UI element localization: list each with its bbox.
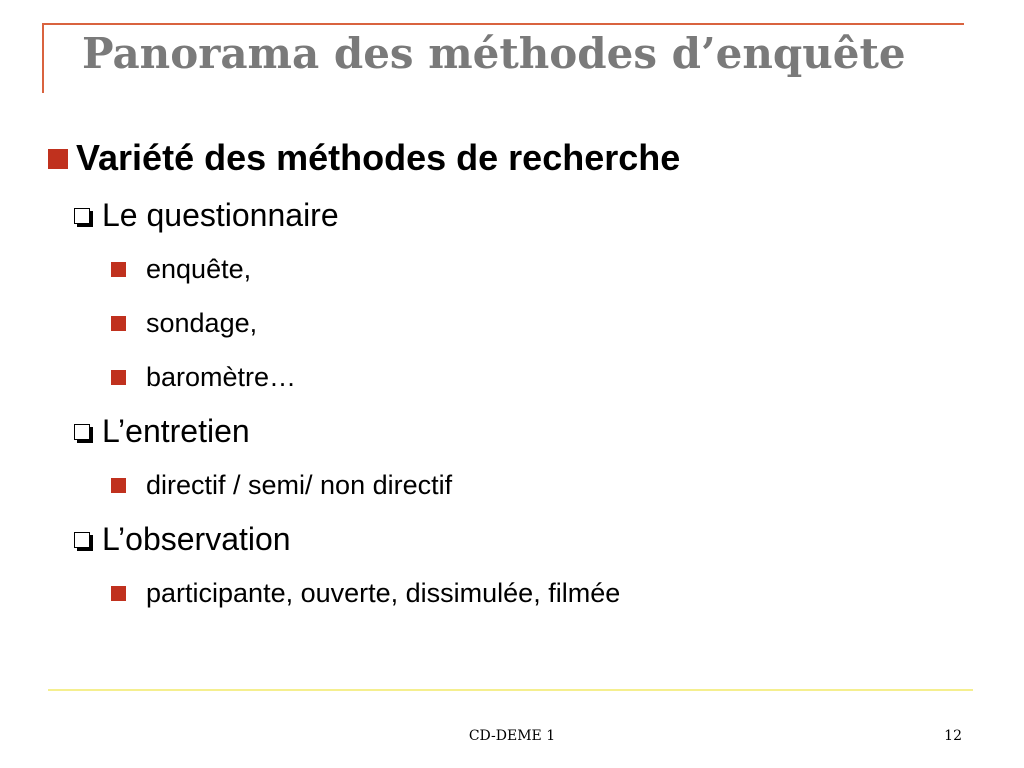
bullet-level1-text: Variété des méthodes de recherche <box>76 137 681 178</box>
bullet-level2-text: L’entretien <box>102 412 250 449</box>
page-number: 12 <box>944 728 962 744</box>
bullet-level3 <box>48 566 988 620</box>
filled-square-icon <box>111 316 126 331</box>
hollow-box-icon <box>74 424 90 440</box>
hollow-box-icon <box>74 532 90 548</box>
slide-title: Panorama des méthodes d’enquête <box>82 29 906 78</box>
title-frame-top-line <box>42 23 964 25</box>
bullet-level2-text: Le questionnaire <box>102 196 339 233</box>
filled-square-icon <box>111 370 126 385</box>
hollow-box-icon <box>74 208 90 224</box>
bullet-level2-entretien <box>48 404 988 458</box>
bullet-level3 <box>48 242 988 296</box>
footer-divider <box>48 689 973 691</box>
bullet-level1 <box>48 128 988 188</box>
filled-square-icon <box>111 586 126 601</box>
bullet-level2-observation <box>48 512 988 566</box>
bullet-level3 <box>48 296 988 350</box>
footer-label: CD-DEME 1 <box>468 728 556 744</box>
title-frame-left-line <box>42 23 44 93</box>
filled-square-icon <box>111 478 126 493</box>
bullet-level3-text: enquête, <box>146 253 252 284</box>
bullet-level3-text: participante, ouverte, dissimulée, filmée <box>146 577 621 608</box>
slide-content <box>48 128 988 620</box>
bullet-level3 <box>48 350 988 404</box>
bullet-level2-questionnaire <box>48 188 988 242</box>
bullet-level3-text: directif / semi/ non directif <box>146 469 453 500</box>
filled-square-icon <box>111 262 126 277</box>
bullet-level3-text: sondage, <box>146 307 258 338</box>
bullet-level3-text: baromètre… <box>146 361 297 392</box>
filled-square-icon <box>48 149 68 169</box>
bullet-level2-text: L’observation <box>102 520 291 557</box>
bullet-level3 <box>48 458 988 512</box>
